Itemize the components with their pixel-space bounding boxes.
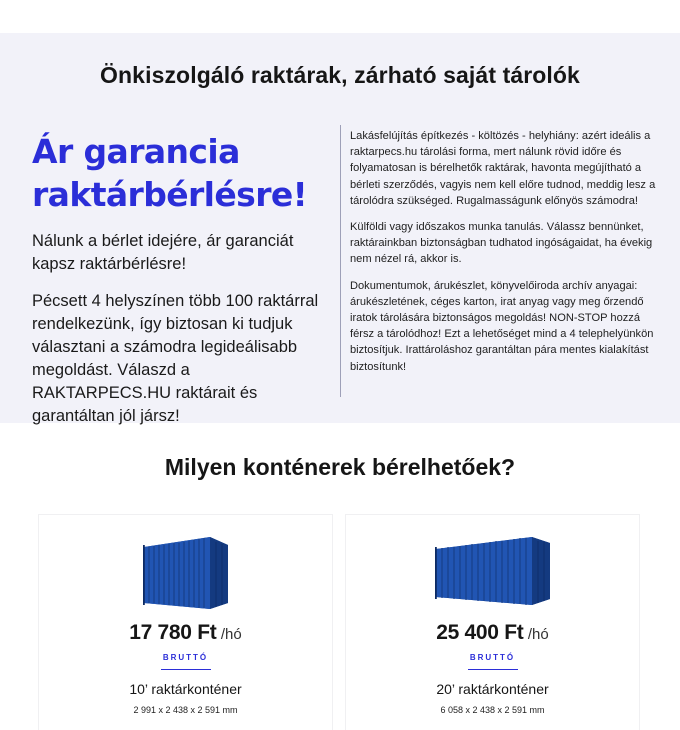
price-guarantee-title-line1: Ár garancia [32, 132, 240, 171]
badge-underline [468, 669, 518, 670]
price-unit: /hó [527, 626, 549, 643]
info-paragraph-2: Külföldi vagy időszakos munka tanulás. Válassz bennünket, raktárainkban biztonságban tudhatod ingóságaidat, ha évekig nem nézel rá, akkor is. [350, 221, 653, 266]
price-guarantee-title-line2: raktárbérlésre! [32, 175, 308, 214]
shipping-container-image [140, 533, 232, 611]
badge-underline [161, 669, 211, 670]
container-card-20ft[interactable] [345, 514, 640, 730]
hero-body-text: Pécsett 4 helyszínen több 100 raktárral rendelkezünk, így biztosan ki tudjuk választani a számodra legideálisabb megoldást. Válaszd a RAKTARPECS.HU raktárait és garantáltan jól jársz! [32, 292, 319, 425]
container-dimensions: 6 058 x 2 438 x 2 591 mm [440, 705, 545, 715]
shipping-container-image [432, 533, 554, 607]
price-guarantee-title [32, 130, 332, 216]
container-title[interactable]: 10’ raktárkonténer [129, 681, 242, 697]
price-value: 25 400 Ft [436, 621, 524, 644]
info-paragraph-3: Dokumentumok, árukészlet, könyvelőiroda archív anyagai: árukészletének, céges karton, irat anyag vagy meg őrzendő iratok tárolására biztonságos megoldás! NON-STOP hozzá férsz a tárolódhoz! Ezt a lehetőséget mind a 4 telephelyünkön biztosítjuk. Irattároláshoz garantáltan pára mentes kialakítást biztosítunk! [350, 279, 654, 373]
gross-badge: BRUTTÓ [162, 653, 209, 662]
container-dimensions: 2 991 x 2 438 x 2 591 mm [133, 705, 238, 715]
price-row [39, 621, 332, 645]
hero-right-column [350, 128, 656, 385]
container-card-10ft[interactable] [38, 514, 333, 730]
hero-left-column [32, 130, 332, 428]
price-row [346, 621, 639, 645]
containers-heading: Milyen konténerek bérelhetőek? [164, 454, 516, 480]
gross-badge: BRUTTÓ [469, 653, 516, 662]
hero-heading: Önkiszolgáló raktárak, zárható saját tárolók [100, 62, 580, 88]
container-title[interactable]: 20’ raktárkonténer [436, 681, 549, 697]
info-paragraph-1: Lakásfelújítás építkezés - költözés - helyhiány: azért ideális a raktarpecs.hu tárolási forma, mert nálunk rövid időre és folyamatosan is bérelhetők raktárak, havonta megújítható a bérleti szerződés, vagyis nem kell előre tudnod, meddig lesz a tárolódra szükséged. Rugalmasságunk előnyös számodra! [350, 130, 656, 207]
top-strip [0, 0, 680, 33]
price-unit: /hó [220, 626, 242, 643]
column-divider [340, 125, 341, 397]
hero-lead-text: Nálunk a bérlet idejére, ár garanciát kapsz raktárbérlésre! [32, 232, 294, 273]
price-value: 17 780 Ft [129, 621, 217, 644]
